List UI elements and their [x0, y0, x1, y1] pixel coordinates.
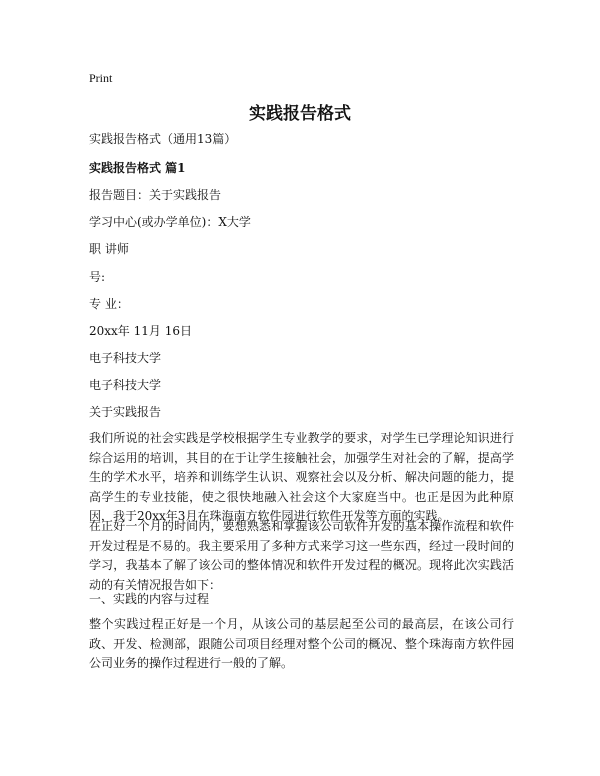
date-line: 20xx年 11月 16日 — [89, 324, 192, 338]
document-subtitle: 实践报告格式（通用13篇） — [89, 132, 237, 146]
study-center: 学习中心(或办学单位)：X大学 — [89, 215, 251, 229]
university-line-2: 电子科技大学 — [89, 378, 162, 392]
university-line-1: 电子科技大学 — [89, 351, 162, 365]
number-line: 号: — [89, 270, 106, 284]
report-name: 关于实践报告 — [89, 405, 162, 419]
title-line: 职 讲师 — [89, 242, 129, 256]
section-heading: 实践报告格式 篇1 — [89, 161, 186, 175]
body-paragraph-1: 我们所说的社会实践是学校根据学生专业教学的要求，对学生已学理论知识进行综合运用的培训，其目的在于让学生接触社会，加强学生对社会的了解，提高学生的学术水平，培养和训练学生认识、观察社会以及分析、解决问题的能力，提高学生的专业技能，使之很快地融入社会这个大家庭当中。也正是因为此种原因，我于20xx年3月在珠海南方软件园进行软件开发等方面的实践。 — [89, 431, 514, 523]
section-1-heading: 一、实践的内容与过程 — [89, 592, 210, 606]
page-title: 实践报告格式 — [249, 104, 351, 124]
report-topic: 报告题目：关于实践报告 — [89, 188, 222, 202]
body-paragraph-3: 整个实践过程正好是一个月，从该公司的基层起至公司的最高层，在该公司行政、开发、检测部，跟随公司项目经理对整个公司的概况、整个珠海南方软件园公司业务的操作过程进行一般的了解。 — [89, 617, 514, 670]
print-label: Print — [89, 71, 113, 85]
body-paragraph-2: 在正好一个月的时间内，要想熟悉和掌握该公司软件开发的基本操作流程和软件开发过程是不易的。我主要采用了多种方式来学习这一些东西，经过一段时间的学习，我基本了解了该公司的整体情况和软件开发过程的概况。现将此次实践活动的有关情况报告如下： — [89, 519, 514, 592]
major-line: 专 业： — [89, 297, 129, 311]
